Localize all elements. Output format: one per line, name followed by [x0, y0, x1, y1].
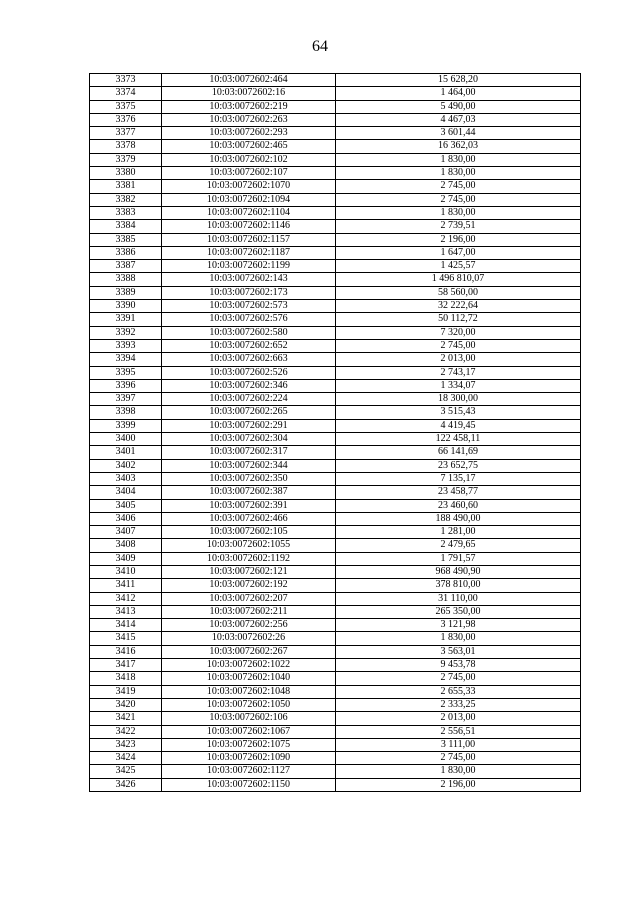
row-number-cell: 3407: [90, 526, 162, 539]
row-number-cell: 3379: [90, 153, 162, 166]
value-cell: 2 745,00: [336, 672, 581, 685]
cadastral-number-cell: 10:03:0072602:16: [162, 87, 336, 100]
table-row: [90, 246, 581, 259]
row-number-cell: 3386: [90, 246, 162, 259]
table-row: [90, 206, 581, 219]
value-cell: 3 563,01: [336, 645, 581, 658]
value-cell: 1 830,00: [336, 206, 581, 219]
value-cell: 2 196,00: [336, 233, 581, 246]
value-cell: 2 013,00: [336, 712, 581, 725]
cadastral-number-cell: 10:03:0072602:107: [162, 167, 336, 180]
table-row: [90, 659, 581, 672]
table-row: [90, 113, 581, 126]
row-number-cell: 3402: [90, 459, 162, 472]
value-cell: 4 467,03: [336, 113, 581, 126]
table-row: [90, 738, 581, 751]
value-cell: 2 739,51: [336, 220, 581, 233]
cadastral-number-cell: 10:03:0072602:256: [162, 619, 336, 632]
table-row: [90, 393, 581, 406]
table-row: [90, 725, 581, 738]
row-number-cell: 3416: [90, 645, 162, 658]
row-number-cell: 3417: [90, 659, 162, 672]
cadastral-number-cell: 10:03:0072602:576: [162, 313, 336, 326]
value-cell: 2 013,00: [336, 353, 581, 366]
row-number-cell: 3424: [90, 752, 162, 765]
table-row: [90, 752, 581, 765]
cadastral-number-cell: 10:03:0072602:580: [162, 326, 336, 339]
table-row: [90, 433, 581, 446]
row-number-cell: 3395: [90, 366, 162, 379]
table-row: [90, 326, 581, 339]
row-number-cell: 3378: [90, 140, 162, 153]
value-cell: 2 745,00: [336, 339, 581, 352]
row-number-cell: 3375: [90, 100, 162, 113]
table-row: [90, 472, 581, 485]
cadastral-number-cell: 10:03:0072602:293: [162, 127, 336, 140]
row-number-cell: 3426: [90, 778, 162, 791]
value-cell: 1 464,00: [336, 87, 581, 100]
row-number-cell: 3400: [90, 433, 162, 446]
cadastral-number-cell: 10:03:0072602:263: [162, 113, 336, 126]
value-cell: 9 453,78: [336, 659, 581, 672]
value-cell: 23 460,60: [336, 499, 581, 512]
cadastral-number-cell: 10:03:0072602:1150: [162, 778, 336, 791]
cadastral-number-cell: 10:03:0072602:317: [162, 446, 336, 459]
row-number-cell: 3383: [90, 206, 162, 219]
row-number-cell: 3413: [90, 605, 162, 618]
row-number-cell: 3425: [90, 765, 162, 778]
row-number-cell: 3420: [90, 698, 162, 711]
row-number-cell: 3415: [90, 632, 162, 645]
value-cell: 16 362,03: [336, 140, 581, 153]
value-cell: 1 830,00: [336, 632, 581, 645]
page-number: 64: [312, 38, 328, 55]
table-row: [90, 286, 581, 299]
cadastral-number-cell: 10:03:0072602:192: [162, 579, 336, 592]
value-cell: 18 300,00: [336, 393, 581, 406]
table-row: [90, 379, 581, 392]
table-row: [90, 167, 581, 180]
cadastral-number-cell: 10:03:0072602:105: [162, 526, 336, 539]
table-row: [90, 193, 581, 206]
row-number-cell: 3401: [90, 446, 162, 459]
row-number-cell: 3404: [90, 486, 162, 499]
table-row: [90, 539, 581, 552]
table-row: [90, 446, 581, 459]
cadastral-number-cell: 10:03:0072602:291: [162, 419, 336, 432]
row-number-cell: 3406: [90, 512, 162, 525]
cadastral-number-cell: 10:03:0072602:219: [162, 100, 336, 113]
table-row: [90, 140, 581, 153]
value-cell: 7 320,00: [336, 326, 581, 339]
table-row: [90, 778, 581, 791]
cadastral-number-cell: 10:03:0072602:350: [162, 472, 336, 485]
value-cell: 2 745,00: [336, 193, 581, 206]
value-cell: 5 490,00: [336, 100, 581, 113]
table-row: [90, 300, 581, 313]
row-number-cell: 3392: [90, 326, 162, 339]
cadastral-number-cell: 10:03:0072602:387: [162, 486, 336, 499]
cadastral-number-cell: 10:03:0072602:1022: [162, 659, 336, 672]
row-number-cell: 3388: [90, 273, 162, 286]
table-row: [90, 153, 581, 166]
table-row: [90, 645, 581, 658]
row-number-cell: 3421: [90, 712, 162, 725]
cadastral-number-cell: 10:03:0072602:573: [162, 300, 336, 313]
value-cell: 58 560,00: [336, 286, 581, 299]
table-row: [90, 180, 581, 193]
cadastral-number-cell: 10:03:0072602:1146: [162, 220, 336, 233]
cadastral-number-cell: 10:03:0072602:26: [162, 632, 336, 645]
table-row: [90, 672, 581, 685]
table-row: [90, 220, 581, 233]
cadastral-number-cell: 10:03:0072602:1048: [162, 685, 336, 698]
row-number-cell: 3394: [90, 353, 162, 366]
value-cell: 188 490,00: [336, 512, 581, 525]
row-number-cell: 3387: [90, 260, 162, 273]
table-row: [90, 273, 581, 286]
registry-table: [89, 73, 581, 792]
value-cell: 3 601,44: [336, 127, 581, 140]
row-number-cell: 3393: [90, 339, 162, 352]
row-number-cell: 3419: [90, 685, 162, 698]
table-row: [90, 366, 581, 379]
row-number-cell: 3412: [90, 592, 162, 605]
value-cell: 23 652,75: [336, 459, 581, 472]
row-number-cell: 3399: [90, 419, 162, 432]
cadastral-number-cell: 10:03:0072602:106: [162, 712, 336, 725]
cadastral-number-cell: 10:03:0072602:663: [162, 353, 336, 366]
row-number-cell: 3377: [90, 127, 162, 140]
value-cell: 1 496 810,07: [336, 273, 581, 286]
cadastral-number-cell: 10:03:0072602:304: [162, 433, 336, 446]
value-cell: 2 745,00: [336, 180, 581, 193]
value-cell: 66 141,69: [336, 446, 581, 459]
row-number-cell: 3384: [90, 220, 162, 233]
row-number-cell: 3396: [90, 379, 162, 392]
cadastral-number-cell: 10:03:0072602:102: [162, 153, 336, 166]
cadastral-number-cell: 10:03:0072602:121: [162, 565, 336, 578]
value-cell: 2 196,00: [336, 778, 581, 791]
cadastral-number-cell: 10:03:0072602:1157: [162, 233, 336, 246]
value-cell: 3 111,00: [336, 738, 581, 751]
registry-table-body: [90, 74, 581, 792]
table-row: [90, 526, 581, 539]
value-cell: 2 333,25: [336, 698, 581, 711]
value-cell: 968 490,90: [336, 565, 581, 578]
cadastral-number-cell: 10:03:0072602:211: [162, 605, 336, 618]
row-number-cell: 3405: [90, 499, 162, 512]
table-row: [90, 565, 581, 578]
cadastral-number-cell: 10:03:0072602:1040: [162, 672, 336, 685]
cadastral-number-cell: 10:03:0072602:466: [162, 512, 336, 525]
value-cell: 1 830,00: [336, 153, 581, 166]
row-number-cell: 3418: [90, 672, 162, 685]
table-row: [90, 685, 581, 698]
value-cell: 7 135,17: [336, 472, 581, 485]
table-row: [90, 406, 581, 419]
row-number-cell: 3389: [90, 286, 162, 299]
row-number-cell: 3411: [90, 579, 162, 592]
cadastral-number-cell: 10:03:0072602:1094: [162, 193, 336, 206]
table-row: [90, 512, 581, 525]
table-row: [90, 100, 581, 113]
value-cell: 32 222,64: [336, 300, 581, 313]
table-row: [90, 419, 581, 432]
row-number-cell: 3385: [90, 233, 162, 246]
cadastral-number-cell: 10:03:0072602:1075: [162, 738, 336, 751]
cadastral-number-cell: 10:03:0072602:1050: [162, 698, 336, 711]
row-number-cell: 3382: [90, 193, 162, 206]
value-cell: 1 830,00: [336, 167, 581, 180]
cadastral-number-cell: 10:03:0072602:1070: [162, 180, 336, 193]
cadastral-number-cell: 10:03:0072602:267: [162, 645, 336, 658]
cadastral-number-cell: 10:03:0072602:173: [162, 286, 336, 299]
value-cell: 2 479,65: [336, 539, 581, 552]
value-cell: 2 655,33: [336, 685, 581, 698]
table-row: [90, 260, 581, 273]
table-row: [90, 486, 581, 499]
cadastral-number-cell: 10:03:0072602:526: [162, 366, 336, 379]
cadastral-number-cell: 10:03:0072602:344: [162, 459, 336, 472]
cadastral-number-cell: 10:03:0072602:143: [162, 273, 336, 286]
table-row: [90, 605, 581, 618]
row-number-cell: 3423: [90, 738, 162, 751]
row-number-cell: 3397: [90, 393, 162, 406]
value-cell: 1 791,57: [336, 552, 581, 565]
row-number-cell: 3414: [90, 619, 162, 632]
cadastral-number-cell: 10:03:0072602:1055: [162, 539, 336, 552]
row-number-cell: 3374: [90, 87, 162, 100]
table-row: [90, 233, 581, 246]
cadastral-number-cell: 10:03:0072602:1104: [162, 206, 336, 219]
row-number-cell: 3408: [90, 539, 162, 552]
table-row: [90, 127, 581, 140]
value-cell: 15 628,20: [336, 74, 581, 87]
value-cell: 1 425,57: [336, 260, 581, 273]
cadastral-number-cell: 10:03:0072602:1192: [162, 552, 336, 565]
table-row: [90, 74, 581, 87]
cadastral-number-cell: 10:03:0072602:1199: [162, 260, 336, 273]
table-row: [90, 353, 581, 366]
row-number-cell: 3410: [90, 565, 162, 578]
table-row: [90, 579, 581, 592]
cadastral-number-cell: 10:03:0072602:391: [162, 499, 336, 512]
value-cell: 2 743,17: [336, 366, 581, 379]
cadastral-number-cell: 10:03:0072602:1067: [162, 725, 336, 738]
value-cell: 50 112,72: [336, 313, 581, 326]
table-row: [90, 592, 581, 605]
table-row: [90, 698, 581, 711]
row-number-cell: 3398: [90, 406, 162, 419]
value-cell: 4 419,45: [336, 419, 581, 432]
cadastral-number-cell: 10:03:0072602:1187: [162, 246, 336, 259]
table-row: [90, 765, 581, 778]
row-number-cell: 3381: [90, 180, 162, 193]
table-row: [90, 712, 581, 725]
value-cell: 1 830,00: [336, 765, 581, 778]
cadastral-number-cell: 10:03:0072602:346: [162, 379, 336, 392]
cadastral-number-cell: 10:03:0072602:224: [162, 393, 336, 406]
cadastral-number-cell: 10:03:0072602:464: [162, 74, 336, 87]
cadastral-number-cell: 10:03:0072602:207: [162, 592, 336, 605]
table-row: [90, 339, 581, 352]
table-row: [90, 87, 581, 100]
value-cell: 378 810,00: [336, 579, 581, 592]
table-row: [90, 313, 581, 326]
cadastral-number-cell: 10:03:0072602:465: [162, 140, 336, 153]
table-row: [90, 552, 581, 565]
value-cell: 1 281,00: [336, 526, 581, 539]
value-cell: 23 458,77: [336, 486, 581, 499]
table-row: [90, 459, 581, 472]
value-cell: 2 556,51: [336, 725, 581, 738]
value-cell: 1 334,07: [336, 379, 581, 392]
row-number-cell: 3390: [90, 300, 162, 313]
cadastral-number-cell: 10:03:0072602:1090: [162, 752, 336, 765]
value-cell: 31 110,00: [336, 592, 581, 605]
table-row: [90, 619, 581, 632]
value-cell: 1 647,00: [336, 246, 581, 259]
row-number-cell: 3376: [90, 113, 162, 126]
cadastral-number-cell: 10:03:0072602:1127: [162, 765, 336, 778]
row-number-cell: 3409: [90, 552, 162, 565]
row-number-cell: 3422: [90, 725, 162, 738]
row-number-cell: 3403: [90, 472, 162, 485]
table-row: [90, 632, 581, 645]
value-cell: 3 121,98: [336, 619, 581, 632]
value-cell: 265 350,00: [336, 605, 581, 618]
row-number-cell: 3380: [90, 167, 162, 180]
row-number-cell: 3373: [90, 74, 162, 87]
cadastral-number-cell: 10:03:0072602:652: [162, 339, 336, 352]
row-number-cell: 3391: [90, 313, 162, 326]
value-cell: 122 458,11: [336, 433, 581, 446]
cadastral-number-cell: 10:03:0072602:265: [162, 406, 336, 419]
table-row: [90, 499, 581, 512]
value-cell: 2 745,00: [336, 752, 581, 765]
value-cell: 3 515,43: [336, 406, 581, 419]
